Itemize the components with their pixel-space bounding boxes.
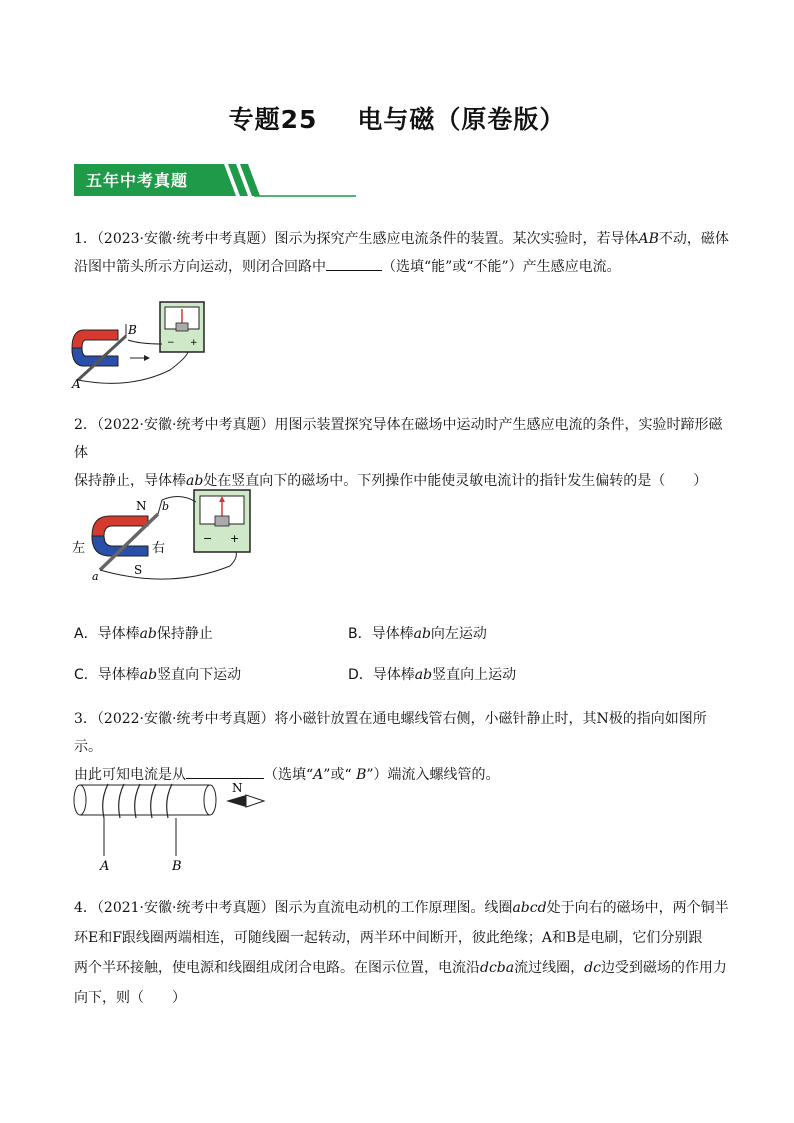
q4-number: 4． [74, 900, 97, 916]
question-3 [74, 705, 734, 789]
q2-label-right: 右 [152, 541, 166, 556]
compass-needle-north [226, 795, 246, 807]
q2-var-ab: ab [186, 473, 204, 489]
q2-number: 2． [74, 417, 97, 433]
option-key: C． [74, 667, 98, 683]
option-var: ab [139, 626, 157, 642]
q2-label-left: 左 [72, 541, 86, 556]
q4-var-dcba: dcba [480, 960, 515, 976]
q2-source: （2022·安徽·统考中考真题） [96, 417, 275, 433]
q1-label-b: B [128, 323, 137, 337]
option-text: 导体棒 [97, 626, 140, 642]
q4-text: 边受到磁场的作用力 [600, 960, 727, 976]
option-text: 导体棒 [371, 626, 414, 642]
q4-text: 环E和F跟线圈两端相连，可随线圈一起转动，两半环中间断开，彼此绝缘；A和B是电刷，它们分别跟 [74, 930, 703, 946]
question-4 [74, 893, 734, 1013]
q3-label-b: B [172, 859, 182, 874]
q2-label-s: S [134, 563, 143, 577]
title-topic: 专题25 [228, 105, 318, 134]
svg-text:−: − [203, 532, 213, 545]
q4-text: 图示为直流电动机的工作原理图。线圈 [274, 900, 513, 916]
q1-text: 沿图中箭头所示方向运动，则闭合回路中 [74, 259, 326, 275]
q3-text: 将小磁针放置在通电螺线管右侧，小磁针静止时，其N极的指向如图所示。 [74, 711, 707, 755]
option-key: B． [348, 626, 372, 642]
q3-answer-blank[interactable] [186, 762, 264, 779]
q3-text: 由此可知电流是从 [74, 767, 186, 783]
q4-source: （2021·安徽·统考中考真题） [96, 900, 275, 916]
q2-label-a: a [92, 570, 99, 583]
q4-text: 处于向右的磁场中，两个铜半 [546, 900, 729, 916]
q1-text: 图示为探究产生感应电流条件的装置。某次实验时，若导体 [274, 231, 639, 247]
q4-text: 向下，则（ ） [74, 990, 186, 1006]
q3-figure [70, 780, 270, 875]
q4-text: 两个半环接触，使电源和线圈组成闭合电路。在图示位置，电流沿 [74, 960, 480, 976]
section-label: 五年中考真题 [86, 171, 189, 190]
svg-text:+: + [230, 532, 240, 545]
q2-figure [70, 486, 255, 586]
q2-option-a[interactable] [74, 624, 213, 644]
q1-number: 1． [74, 231, 97, 247]
option-text: 导体棒 [372, 667, 415, 683]
q4-var-dc: dc [584, 960, 601, 976]
q3-source: （2022·安徽·统考中考真题） [96, 711, 275, 727]
option-var: ab [414, 667, 433, 683]
section-banner [74, 162, 356, 198]
q4-text: 流过线圈， [514, 960, 585, 976]
q3-text: ”）端流入螺线管的。 [366, 767, 500, 783]
question-2 [74, 411, 734, 495]
q1-text: （选填“能”或“不能”）产生感应电流。 [382, 259, 621, 275]
q2-text: 处在竖直向下的磁场中。下列操作中能使灵敏电流计的指针发生偏转的是（ ） [203, 473, 708, 489]
option-text: 向左运动 [430, 626, 487, 642]
title-subject: 电与磁（原卷版） [357, 105, 566, 134]
q2-label-b: b [162, 500, 170, 513]
q3-var-b: B [351, 767, 367, 783]
q1-answer-blank[interactable] [326, 254, 382, 271]
q4-var-abcd: abcd [512, 900, 547, 916]
q1-var-ab: AB [638, 231, 659, 247]
option-text: 导体棒 [97, 667, 140, 683]
svg-text:+: + [190, 338, 198, 348]
q2-text: 用图示装置探究导体在磁场中运动时产生感应电流的条件，实验时蹄形磁体 [74, 417, 723, 461]
option-var: ab [413, 626, 431, 642]
option-key: A． [74, 626, 98, 642]
q2-option-b[interactable] [348, 624, 487, 644]
question-1 [74, 225, 734, 281]
q2-text: 保持静止，导体棒 [74, 473, 186, 489]
q3-label-n: N [232, 781, 243, 795]
q1-text: 不动，磁体 [658, 231, 729, 247]
q1-source: （2023·安徽·统考中考真题） [96, 231, 275, 247]
svg-text:−: − [167, 338, 175, 348]
option-text: 竖直向上运动 [432, 667, 517, 683]
option-text: 保持静止 [156, 626, 213, 642]
q3-text: ”或“ [323, 767, 352, 783]
page-title [0, 100, 794, 136]
option-key: D． [348, 667, 373, 683]
q3-number: 3． [74, 711, 97, 727]
q2-option-d[interactable] [348, 665, 516, 685]
q1-figure [70, 300, 220, 390]
q3-text: （选填“ [264, 767, 314, 783]
q3-var-a: A [313, 767, 324, 783]
option-text: 竖直向下运动 [157, 667, 242, 683]
q2-option-c[interactable] [74, 665, 241, 685]
option-var: ab [139, 667, 158, 683]
q3-label-a: A [100, 859, 110, 874]
q2-label-n: N [136, 499, 147, 513]
q1-label-a: A [72, 377, 81, 390]
compass-needle-south [246, 795, 264, 807]
